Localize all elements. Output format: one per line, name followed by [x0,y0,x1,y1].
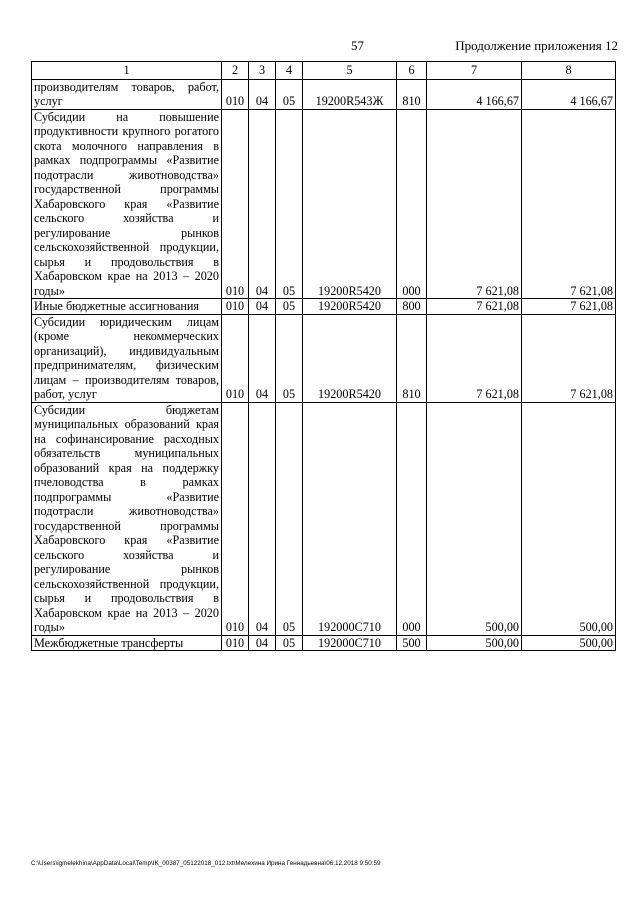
cell-subsection: 05 [276,314,303,402]
table-row [32,635,616,651]
cell-expense-type: 800 [397,299,427,315]
cell-subsection: 05 [276,299,303,315]
cell-section: 04 [249,109,276,299]
column-header: 3 [249,62,276,80]
page-number: 57 [351,38,364,53]
table-row [32,79,616,109]
cell-section: 04 [249,299,276,315]
cell-subsection: 05 [276,79,303,109]
column-header: 2 [222,62,249,80]
cell-target-article: 192000C710 [303,402,397,635]
cell-amount: 500,00 [522,635,616,651]
cell-subsection: 05 [276,109,303,299]
cell-amount: 7 621,08 [522,314,616,402]
budget-table [31,61,616,651]
column-header: 1 [32,62,222,80]
column-header: 8 [522,62,616,80]
cell-amount: 7 621,08 [427,109,522,299]
cell-code: 010 [222,299,249,315]
cell-amount: 500,00 [427,635,522,651]
cell-expense-type: 810 [397,314,427,402]
cell-code: 010 [222,314,249,402]
cell-code: 010 [222,109,249,299]
cell-target-article: 19200R5420 [303,109,397,299]
column-header: 4 [276,62,303,80]
item-name: Субсидии юридическим лицам (кроме некоммерческих организаций), индивидуальным предпринимателям, физическим лицам – производителям товаров, работ, услуг [32,314,222,402]
cell-amount: 7 621,08 [522,109,616,299]
cell-target-article: 19200R543Ж [303,79,397,109]
table-header-row [32,62,616,80]
cell-expense-type: 000 [397,109,427,299]
cell-amount: 500,00 [427,402,522,635]
cell-amount: 4 166,67 [427,79,522,109]
cell-amount: 7 621,08 [427,314,522,402]
item-name: Межбюджетные трансферты [32,635,222,651]
cell-target-article: 19200R5420 [303,314,397,402]
cell-subsection: 05 [276,635,303,651]
footer-file-path: C:\Users\igmelekhina\AppData\Local\Temp\IK_00387_05122018_012.txt\Мелехина Ирина Геннадьевна\06.12.2018 9:50:59 [31,860,381,867]
cell-code: 010 [222,635,249,651]
table-row [32,402,616,635]
cell-amount: 4 166,67 [522,79,616,109]
cell-expense-type: 500 [397,635,427,651]
cell-section: 04 [249,402,276,635]
column-header: 7 [427,62,522,80]
column-header: 5 [303,62,397,80]
item-name: Субсидии на повышение продуктивности крупного рогатого скота молочного направления в рамках подпрограммы «Развитие подотрасли животноводства» государственной программы Хабаровского края «Развитие сельского хозяйства и регулирование рынков сельскохозяйственной продукции, сырья и продовольствия в Хабаровском крае на 2013 – 2020 годы» [32,109,222,299]
cell-code: 010 [222,79,249,109]
cell-section: 04 [249,635,276,651]
cell-subsection: 05 [276,402,303,635]
table-row [32,314,616,402]
column-header: 6 [397,62,427,80]
cell-section: 04 [249,314,276,402]
item-name: производителям товаров, работ, услуг [32,79,222,109]
cell-expense-type: 000 [397,402,427,635]
table-row [32,299,616,315]
table-row [32,109,616,299]
cell-amount: 500,00 [522,402,616,635]
item-name: Иные бюджетные ассигнования [32,299,222,315]
cell-section: 04 [249,79,276,109]
cell-expense-type: 810 [397,79,427,109]
cell-amount: 7 621,08 [427,299,522,315]
cell-target-article: 192000C710 [303,635,397,651]
cell-code: 010 [222,402,249,635]
continuation-label: Продолжение приложения 12 [455,38,618,53]
item-name: Субсидии бюджетам муниципальных образований края на софинансирование расходных обязательств муниципальных образований края на поддержку пчеловодства в рамках подпрограммы «Развитие подотрасли животноводства» государственной программы Хабаровского края «Развитие сельского хозяйства и регулирование рынков сельскохозяйственной продукции, сырья и продовольствия в Хабаровском крае на 2013 – 2020 годы» [32,402,222,635]
cell-amount: 7 621,08 [522,299,616,315]
cell-target-article: 19200R5420 [303,299,397,315]
